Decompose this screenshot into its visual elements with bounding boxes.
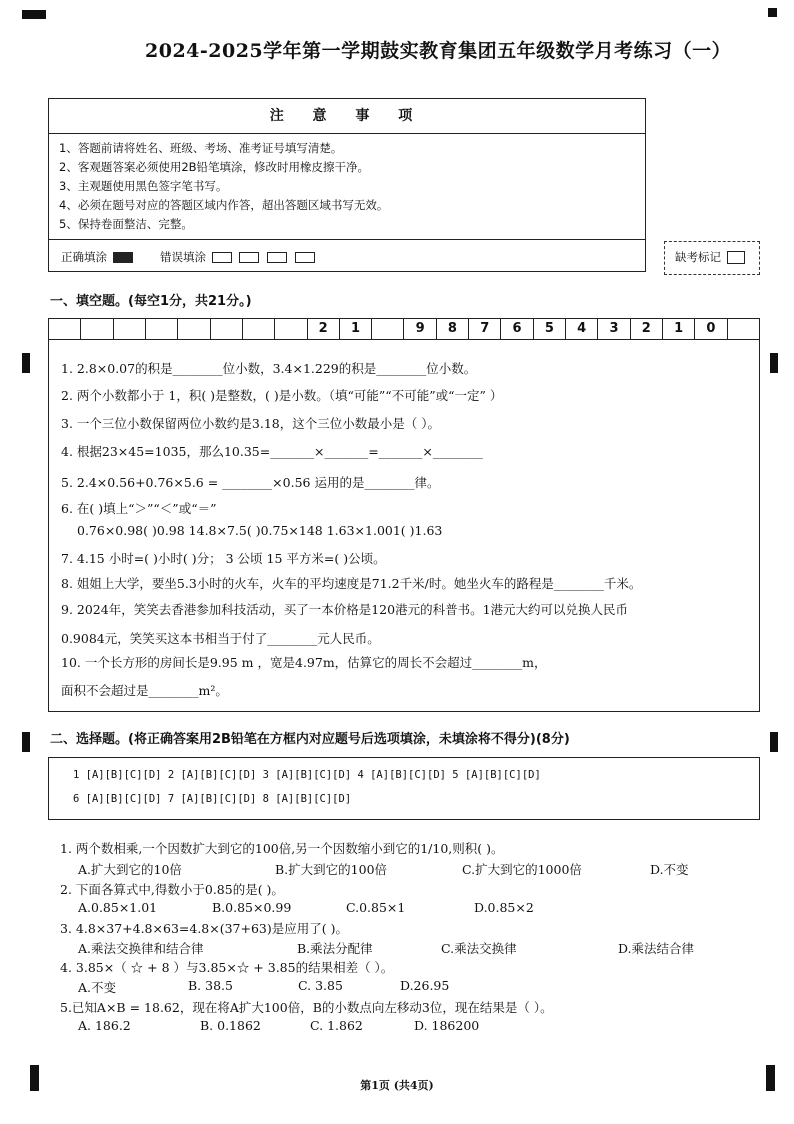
mc-option: D.26.95: [400, 978, 450, 993]
question-line: 3. 一个三位小数保留两位小数约是3.18，这个三位小数最小是（ ）。: [61, 416, 440, 431]
grid-cell: 7: [469, 319, 501, 339]
mc-option: A.不变: [78, 980, 117, 995]
corner-mark-top-right: [768, 8, 777, 17]
grid-cell: 4: [566, 319, 598, 339]
grid-cell: 3: [598, 319, 630, 339]
correct-fill-example-icon: [113, 252, 133, 263]
question-line: 10. 一个长方形的房间长是9.95 m ，宽是4.97m，估算它的周长不会超过________m，: [61, 655, 547, 670]
mc-option: D.0.85×2: [474, 900, 534, 915]
absent-label: 缺考标记: [675, 250, 721, 264]
answer-row[interactable]: 6 [A][B][C][D] 7 [A][B][C][D] 8 [A][B][C][D]: [73, 793, 352, 805]
question-line: 7. 4.15 小时=( )小时( )分； 3 公顷 15 平方米=( )公顷。: [61, 551, 386, 566]
mc-stem: 3. 4.8×37+4.8×63=4.8×(37+63)是应用了( )。: [60, 921, 348, 936]
side-mark-right-2: [770, 732, 778, 752]
notice-box: [48, 98, 646, 272]
question-line: 面积不会超过是________m²。: [61, 683, 228, 698]
grid-cell: [275, 319, 307, 339]
notice-rule: 3、主观题使用黑色签字笔书写。: [59, 179, 228, 193]
mc-option: B. 0.1862: [200, 1018, 261, 1033]
grid-cell: [81, 319, 113, 339]
mc-option: C. 1.862: [310, 1018, 363, 1033]
question-line: 2. 两个小数都小于 1，积( )是整数，( )是小数。（填“可能”“不可能”或“一定” ）: [61, 388, 503, 403]
grid-cell: [372, 319, 404, 339]
grid-cell: 2: [308, 319, 340, 339]
grid-cell: 9: [404, 319, 436, 339]
grid-cell: [49, 319, 81, 339]
grid-cell: [146, 319, 178, 339]
mc-stem: 4. 3.85×（ ☆ + 8 ）与3.85×☆ + 3.85的结果相差（ ）。: [60, 960, 394, 975]
mc-option: C. 3.85: [298, 978, 343, 993]
grid-cell: 8: [437, 319, 469, 339]
question-line: 0.9084元，笑笑买这本书相当于付了________元人民币。: [61, 631, 380, 646]
grid-cell: 1: [340, 319, 372, 339]
mc-option: A. 186.2: [78, 1018, 131, 1033]
grid-cell: [114, 319, 146, 339]
grid-cell: 2: [631, 319, 663, 339]
mc-option: A.扩大到它的10倍: [78, 862, 182, 877]
question-line: 6. 在( )填上“＞”“＜”或“＝”: [61, 501, 217, 516]
grid-cell: 0: [695, 319, 727, 339]
question-line: 4. 根据23×45=1035，那么10.35=_______×_______=_______×________: [61, 444, 483, 459]
notice-rule: 1、答题前请将姓名、班级、考场、准考证号填写清楚。: [59, 141, 343, 155]
grid-cell: [243, 319, 275, 339]
mc-option: B.扩大到它的100倍: [275, 862, 388, 877]
page-footer: 第1页 (共4页): [360, 1079, 434, 1092]
side-mark-left-1: [22, 353, 30, 373]
section1-heading: 一、填空题。(每空1分，共21分。): [50, 294, 252, 309]
question-line: 9. 2024年，笑笑去香港参加科技活动，买了一本价格是120港元的科普书。1港元大约可以兑换人民币: [61, 602, 629, 617]
mc-option: B.乘法分配律: [297, 941, 373, 956]
mc-option: D.不变: [650, 862, 689, 877]
side-mark-right-1: [770, 353, 778, 373]
notice-heading: 注 意 事 项: [49, 99, 645, 134]
mc-option: C.乘法交换律: [441, 941, 517, 956]
grid-cell: 6: [501, 319, 533, 339]
mc-option: D. 186200: [414, 1018, 480, 1033]
grid-cell: [178, 319, 210, 339]
mc-option: A.0.85×1.01: [78, 900, 158, 915]
section2-heading: 二、选择题。(将正确答案用2B铅笔在方框内对应题号后选项填涂，未填涂将不得分)(8分): [50, 732, 570, 747]
notice-rule: 2、客观题答案必须使用2B铅笔填涂，修改时用橡皮擦干净。: [59, 160, 370, 174]
corner-mark-top-left: [22, 10, 46, 19]
mc-option: B. 38.5: [188, 978, 233, 993]
mc-option: B.0.85×0.99: [212, 900, 292, 915]
digit-grid: [48, 318, 760, 340]
choice-answer-sheet: [48, 757, 760, 820]
mc-stem: 2. 下面各算式中,得数小于0.85的是( )。: [60, 882, 284, 897]
mc-option: D.乘法结合律: [618, 941, 695, 956]
absent-mark-box: [664, 241, 760, 275]
question-line: 8. 姐姐上大学，要坐5.3小时的火车，火车的平均速度是71.2千米/时。她坐火车的路程是________千米。: [61, 576, 642, 591]
cross-mark-example-icon: [239, 252, 259, 263]
mc-stem: 1. 两个数相乘,一个因数扩大到它的100倍,另一个因数缩小到它的1/10,则积( )。: [60, 841, 504, 856]
dot-mark-example-icon: [267, 252, 287, 263]
notice-rules: [49, 134, 645, 240]
question-line: 0.76×0.98( )0.98 14.8×7.5( )0.75×148 1.63×1.001( )1.63: [77, 523, 443, 538]
wrong-fill-label: 错误填涂: [159, 250, 206, 264]
mc-option: C.0.85×1: [346, 900, 406, 915]
question-line: 1. 2.8×0.07的积是________位小数，3.4×1.229的积是________位小数。: [61, 361, 477, 376]
grid-cell: [211, 319, 243, 339]
grid-cell: 1: [663, 319, 695, 339]
absent-checkbox[interactable]: [727, 251, 745, 264]
question-line: 5. 2.4×0.56+0.76×5.6 = ________×0.56 运用的是________律。: [61, 475, 440, 490]
scribble-mark-example-icon: [295, 252, 315, 263]
grid-cell: 5: [534, 319, 566, 339]
notice-rule: 4、必须在题号对应的答题区域内作答，超出答题区域书写无效。: [59, 198, 389, 212]
page-title: 2024-2025学年第一学期鼓实教育集团五年级数学月考练习（一）: [145, 40, 732, 62]
section1-answer-area: [48, 340, 760, 712]
correct-fill-label: 正确填涂: [61, 250, 107, 264]
check-mark-example-icon: [212, 252, 232, 263]
mc-option: A.乘法交换律和结合律: [78, 941, 204, 956]
fill-example-row: [49, 240, 645, 274]
side-mark-left-2: [22, 732, 30, 752]
mc-stem: 5.已知A×B = 18.62，现在将A扩大100倍，B的小数点向左移动3位，现在结果是（ ）。: [60, 1000, 553, 1015]
notice-rule: 5、保持卷面整洁、完整。: [59, 217, 193, 231]
grid-cell: [728, 319, 759, 339]
mc-option: C.扩大到它的1000倍: [462, 862, 582, 877]
answer-row[interactable]: 1 [A][B][C][D] 2 [A][B][C][D] 3 [A][B][C][D] 4 [A][B][C][D] 5 [A][B][C][D]: [73, 769, 541, 781]
